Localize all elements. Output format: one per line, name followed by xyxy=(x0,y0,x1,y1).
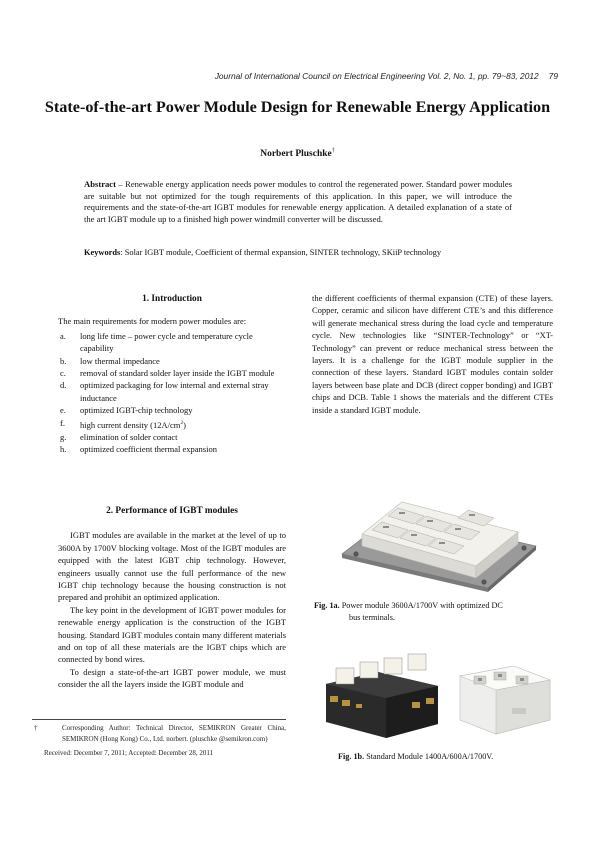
section-introduction xyxy=(58,293,286,456)
section-heading: 2. Performance of IGBT modules xyxy=(106,506,238,516)
footnote-rule xyxy=(32,719,286,720)
footnote-text: Corresponding Author: Technical Director, SEMIKRON Greater China, SEMIKRON (Hong Kong) Co., Ltd. norbert. (pluschke @semikron.com) xyxy=(62,724,286,743)
standard-modules-illustration xyxy=(322,650,552,746)
figure-1b-caption: Fig. 1b. Standard Module 1400A/600A/1700V. xyxy=(338,752,494,761)
abstract-label: Abstract xyxy=(84,179,116,189)
list-item: g. elimination of solder contact xyxy=(60,431,178,442)
list-item: a. long life time – power cycle and temperature cycle capability xyxy=(60,330,253,354)
section-heading: 1. Introduction xyxy=(142,294,202,304)
author-mark: † xyxy=(331,148,335,154)
right-column-text xyxy=(312,292,553,416)
figure-label: Fig. 1a. xyxy=(314,601,340,610)
list-item: e. optimized IGBT-chip technology xyxy=(60,405,193,416)
figure-1b-image xyxy=(322,650,552,746)
requirements-list xyxy=(60,330,286,456)
paragraph: IGBT modules are available in the market at the level of up to 3600A by 1700V blocking voltage. Most of the IGBT modules are equipped with the latest IGBT chip technology. However, engineers usually cannot use the full performance of the new IGBT chip technology because the housing construction is not prepared and prohibit an optimized application. xyxy=(58,530,286,603)
abstract xyxy=(84,179,512,225)
list-item: d. optimized packaging for low internal and external stray inductance xyxy=(60,380,269,403)
keywords xyxy=(84,248,524,257)
keywords-text: : Solar IGBT module, Coefficient of thermal expansion, SINTER technology, SKiiP technology xyxy=(120,248,442,257)
author-name: Norbert Pluschke xyxy=(260,149,332,160)
list-item: b. low thermal impedance xyxy=(60,355,160,366)
figure-1a-image xyxy=(338,474,538,594)
paragraph: The key point in the development of IGBT power modules for renewable energy application is the construction of the IGBT housing. Standard IGBT modules contain many different materials and on top of all these materials are the IGBT chips which are connected by bond wires. xyxy=(58,604,286,665)
page-number: 79 xyxy=(548,71,558,81)
footnote-mark: † xyxy=(34,724,38,732)
paragraph: To design a state-of-the-art IGBT power module, we must consider the all the layers inside the IGBT module and xyxy=(58,666,286,690)
journal-header xyxy=(150,71,558,81)
requirements-lead: The main requirements for modern power modules are: xyxy=(58,316,247,327)
abstract-text: – Renewable energy application needs power modules to control the regenerated power. Standard power modules are suitable but not optimized for the tough requirements of this application. In this paper, we will introduce the requirements and the state-of-the-art IGBT modules for renewable energy application. A detailed explanation of a state of the art IGBT module up to a finished high power windmill converter will be discussed. xyxy=(84,179,512,224)
received-dates: Received: December 7, 2011; Accepted: December 28, 2011 xyxy=(44,749,214,757)
paragraph: the different coefficients of thermal expansion (CTE) of these layers. Copper, ceramic and silicon have different CTE’s and this difference will generate mechanical stress during the load cycle and temperature cycle. New technologies like “SINTER-Technology” or “XT-Technology” can prevent or reduce mechanical stress between the layers. It is a challenge for the IGBT module supplier in the connection of these layers. Standard IGBT modules contain solder layers between base plate and DCB (direct copper bonding) and IGBT chips and DCB. Table 1 shows the materials and the different CTEs inside a standard IGBT module. xyxy=(312,293,553,415)
journal-citation: Journal of International Council on Electrical Engineering Vol. 2, No. 1, pp. 79~83, 2012 xyxy=(214,71,539,81)
paper-title: State-of-the-art Power Module Design for Renewable Energy Application xyxy=(44,98,551,116)
footnote xyxy=(34,723,286,759)
power-module-illustration xyxy=(338,474,538,594)
section-performance xyxy=(58,505,286,691)
keywords-label: Keywords xyxy=(84,248,121,257)
author-line xyxy=(0,148,595,159)
list-item: c. removal of standard solder layer inside the IGBT module xyxy=(60,368,275,379)
list-item: f. high current density $(12A/cm^2)$ xyxy=(60,417,186,430)
list-item: h. optimized coefficient thermal expansion xyxy=(60,444,217,455)
figure-label: Fig. 1b. xyxy=(338,752,365,761)
figure-1a-caption: Fig. 1a. Power module 3600A/1700V with optimized DC bus terminals. xyxy=(314,601,503,622)
